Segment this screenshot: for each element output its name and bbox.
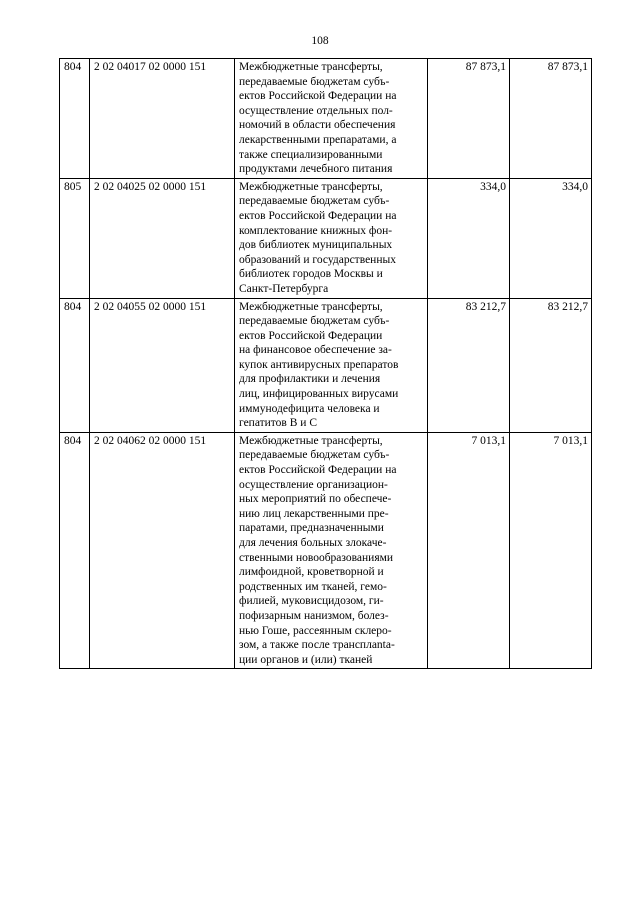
transfer-name-line: Межбюджетные трансферты, (239, 434, 383, 447)
transfer-name-line: иммунодефицита человека и (239, 402, 380, 415)
transfer-name-line: передаваемые бюджетам субъ- (239, 315, 390, 328)
budget-code-cell: 2 02 04055 02 0000 151 (90, 298, 235, 432)
admin-code-cell: 804 (60, 298, 90, 432)
transfer-name-line: номочий в области обеспечения (239, 119, 396, 132)
page-number: 108 (311, 35, 329, 47)
table-row (60, 59, 592, 179)
transfer-name-line: образований и государственных (239, 253, 396, 266)
budget-code-cell: 2 02 04062 02 0000 151 (90, 432, 235, 669)
admin-code-cell: 805 (60, 178, 90, 298)
transfer-name-line: также специализированными (239, 148, 383, 161)
transfer-name-line: лекарственными препаратами, а (239, 133, 397, 146)
amount-cell-1: 87 873,1 (428, 59, 510, 179)
amount-cell-1: 7 013,1 (428, 432, 510, 669)
transfer-name-line: лиц, инфицированных вирусами (239, 388, 399, 401)
budget-code-cell: 2 02 04017 02 0000 151 (90, 59, 235, 179)
transfer-name-line: нью Гоше, рассеянным склеро- (239, 624, 392, 637)
transfer-name-line: паратами, предназначенными (239, 522, 384, 535)
transfer-name-line: зом, а также после трансплanta- (239, 639, 395, 652)
transfer-name-line: осуществление отдельных пол- (239, 104, 393, 117)
amount-cell-2: 334,0 (510, 178, 592, 298)
amount-cell-2: 87 873,1 (510, 59, 592, 179)
admin-code-cell: 804 (60, 432, 90, 669)
transfer-name-line: для профилактики и лечения (239, 373, 381, 386)
transfer-name-line: Межбюджетные трансферты, (239, 61, 383, 73)
transfer-name-line: передаваемые бюджетам субъ- (239, 195, 390, 208)
transfer-name-line: лимфоидной, кроветворной и (239, 566, 384, 579)
budget-code-cell: 2 02 04025 02 0000 151 (90, 178, 235, 298)
admin-code-cell: 804 (60, 59, 90, 179)
table-row (60, 298, 592, 432)
table-row (60, 178, 592, 298)
transfer-name-line: Межбюджетные трансферты, (239, 180, 383, 193)
transfer-name-line: комплектование книжных фон- (239, 224, 393, 237)
transfer-name-line: для лечения больных злокаче- (239, 537, 387, 549)
transfer-name-line: родственных им тканей, гемо- (239, 580, 387, 593)
transfer-name-line: Санкт-Петербурга (239, 282, 329, 295)
transfer-name-line: передаваемые бюджетам субъ- (239, 449, 390, 462)
transfer-name-cell (235, 178, 428, 298)
amount-cell-2: 7 013,1 (510, 432, 592, 669)
transfer-name-line: ектов Российской Федерации на (239, 464, 397, 477)
transfer-name-line: филией, муковисцидозом, ги- (239, 595, 384, 608)
transfer-name-line: ектов Российской Федерации (239, 329, 383, 342)
transfer-name-line: ных мероприятий по обеспече- (239, 493, 392, 506)
amount-cell-1: 334,0 (428, 178, 510, 298)
transfer-name-line: нию лиц лекарственными пре- (239, 507, 389, 520)
transfer-name-line: купок антивирусных препаратов (239, 358, 399, 371)
transfer-name-line: осуществление организацион- (239, 478, 388, 491)
transfer-name-line: ектов Российской Федерации на (239, 90, 397, 103)
transfer-name-cell (235, 298, 428, 432)
transfer-name-line: дов библиотек муниципальных (239, 239, 393, 252)
budget-table (59, 58, 592, 669)
transfer-name-line: на финансовое обеспечение за- (239, 344, 392, 357)
transfer-name-line: ектов Российской Федерации на (239, 209, 397, 222)
transfer-name-line: продуктами лечебного питания (239, 163, 393, 176)
transfer-name-line: Межбюджетные трансферты, (239, 300, 383, 313)
transfer-name-line: ции органов и (или) тканей (239, 653, 373, 666)
table-body (60, 59, 592, 669)
amount-cell-2: 83 212,7 (510, 298, 592, 432)
transfer-name-line: ственными новообразованиями (239, 551, 394, 564)
table-row (60, 432, 592, 669)
transfer-name-line: библиотек городов Москвы и (239, 268, 383, 281)
transfer-name-line: передаваемые бюджетам субъ- (239, 75, 390, 88)
transfer-name-cell (235, 59, 428, 179)
transfer-name-cell (235, 432, 428, 669)
amount-cell-1: 83 212,7 (428, 298, 510, 432)
transfer-name-line: гепатитов В и С (239, 417, 317, 430)
transfer-name-line: пофизарным нанизмом, болез- (239, 609, 389, 622)
